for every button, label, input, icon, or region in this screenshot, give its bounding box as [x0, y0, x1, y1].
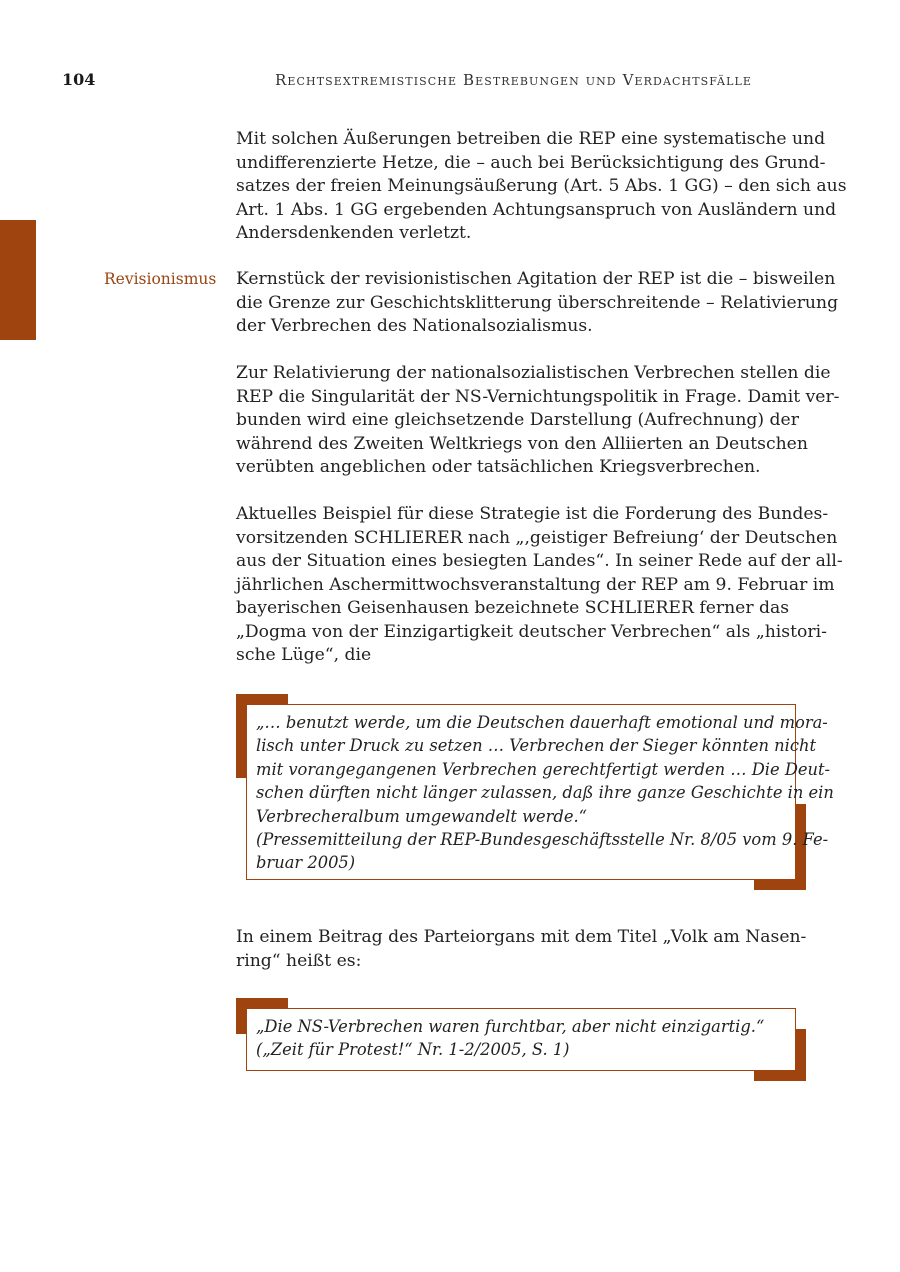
text-line: während des Zweiten Weltkriegs von den Alliierten an Deutschen: [236, 433, 808, 454]
quote-line: „Die NS-Verbrechen waren furchtbar, aber nicht einzigartig.“: [256, 1017, 765, 1036]
text-line: „Dogma von der Einzigartigkeit deutscher Verbrechen“ als „histori-: [236, 621, 827, 642]
text-line: jährlichen Aschermittwochsveranstaltung der REP am 9. Februar im: [236, 574, 835, 595]
text-line: sche Lüge“, die: [236, 645, 372, 665]
blockquote: [236, 694, 834, 890]
blockquote: [236, 998, 806, 1081]
page-number: 104: [62, 70, 96, 89]
text-line: der Verbrechen des Nationalsozialismus.: [236, 316, 593, 336]
text-line: ring“ heißt es:: [236, 950, 362, 971]
quote-text: [256, 711, 834, 875]
text-line: Andersdenkenden verletzt.: [236, 223, 472, 243]
paragraph: [236, 362, 840, 480]
text-line: undifferenzierte Hetze, die – auch bei Berücksichtigung des Grund-: [236, 152, 826, 173]
quote-box: [246, 704, 834, 880]
margin-note: Revisionismus: [104, 270, 217, 288]
paragraph: [236, 503, 843, 668]
quote-line: schen dürften nicht länger zulassen, daß ihre ganze Geschichte in ein: [256, 783, 834, 803]
text-line: In einem Beitrag des Parteiorgans mit dem Titel „Volk am Nasen-: [236, 927, 807, 947]
paragraph: [236, 926, 810, 973]
paragraph: [236, 128, 847, 246]
quote-line: „… benutzt werde, um die Deutschen dauerhaft emotional und mora-: [256, 713, 828, 732]
text-line: bunden wird eine gleichsetzende Darstellung (Aufrechnung) der: [236, 410, 799, 430]
quote-line: Verbrecheralbum umgewandelt werde.“: [256, 806, 587, 826]
quote-source: bruar 2005): [256, 853, 356, 873]
text-line: Zur Relativierung der nationalsozialistischen Verbrechen stellen die: [236, 363, 831, 383]
text-line: REP die Singularität der NS-Vernichtungspolitik in Frage. Damit ver-: [236, 386, 840, 407]
quote-source: („Zeit für Protest!“ Nr. 1-2/2005, S. 1): [256, 1040, 570, 1060]
text-line: Kernstück der revisionistischen Agitation der REP ist die – bisweilen: [236, 269, 836, 289]
margin-bar: [0, 220, 36, 340]
text-line: Mit solchen Äußerungen betreiben die REP eine systematische und: [236, 129, 826, 149]
paragraph: [236, 268, 839, 339]
text-line: Aktuelles Beispiel für diese Strategie ist die Forderung des Bundes-: [236, 504, 829, 524]
text-line: aus der Situation eines besiegten Landes“. In seiner Rede auf der all-: [236, 551, 843, 571]
text-line: die Grenze zur Geschichtsklitterung überschreitende – Relativierung: [236, 292, 839, 313]
text-line: Art. 1 Abs. 1 GG ergebenden Achtungsanspruch von Ausländern und: [236, 199, 837, 220]
text-line: verübten angeblichen oder tatsächlichen Kriegsverbrechen.: [236, 457, 761, 477]
quote-source: (Pressemitteilung der REP-Bundesgeschäftsstelle Nr. 8/05 vom 9. Fe-: [256, 830, 829, 850]
text-line: satzes der freien Meinungsäußerung (Art. 5 Abs. 1 GG) – den sich aus: [236, 176, 847, 196]
quote-text: [256, 1015, 795, 1062]
running-head: Rechtsextremistische Bestrebungen und Verdachtsfälle: [275, 71, 753, 89]
text-line: vorsitzenden SCHLIERER nach „‚geistiger Befreiung‘ der Deutschen: [236, 527, 838, 548]
quote-box: [246, 1008, 796, 1071]
text-line: bayerischen Geisenhausen bezeichnete SCHLIERER ferner das: [236, 598, 790, 618]
quote-line: mit vorangegangenen Verbrechen gerechtfertigt werden … Die Deut-: [256, 759, 831, 779]
quote-line: lisch unter Druck zu setzen … Verbrechen der Sieger könnten nicht: [256, 736, 817, 756]
